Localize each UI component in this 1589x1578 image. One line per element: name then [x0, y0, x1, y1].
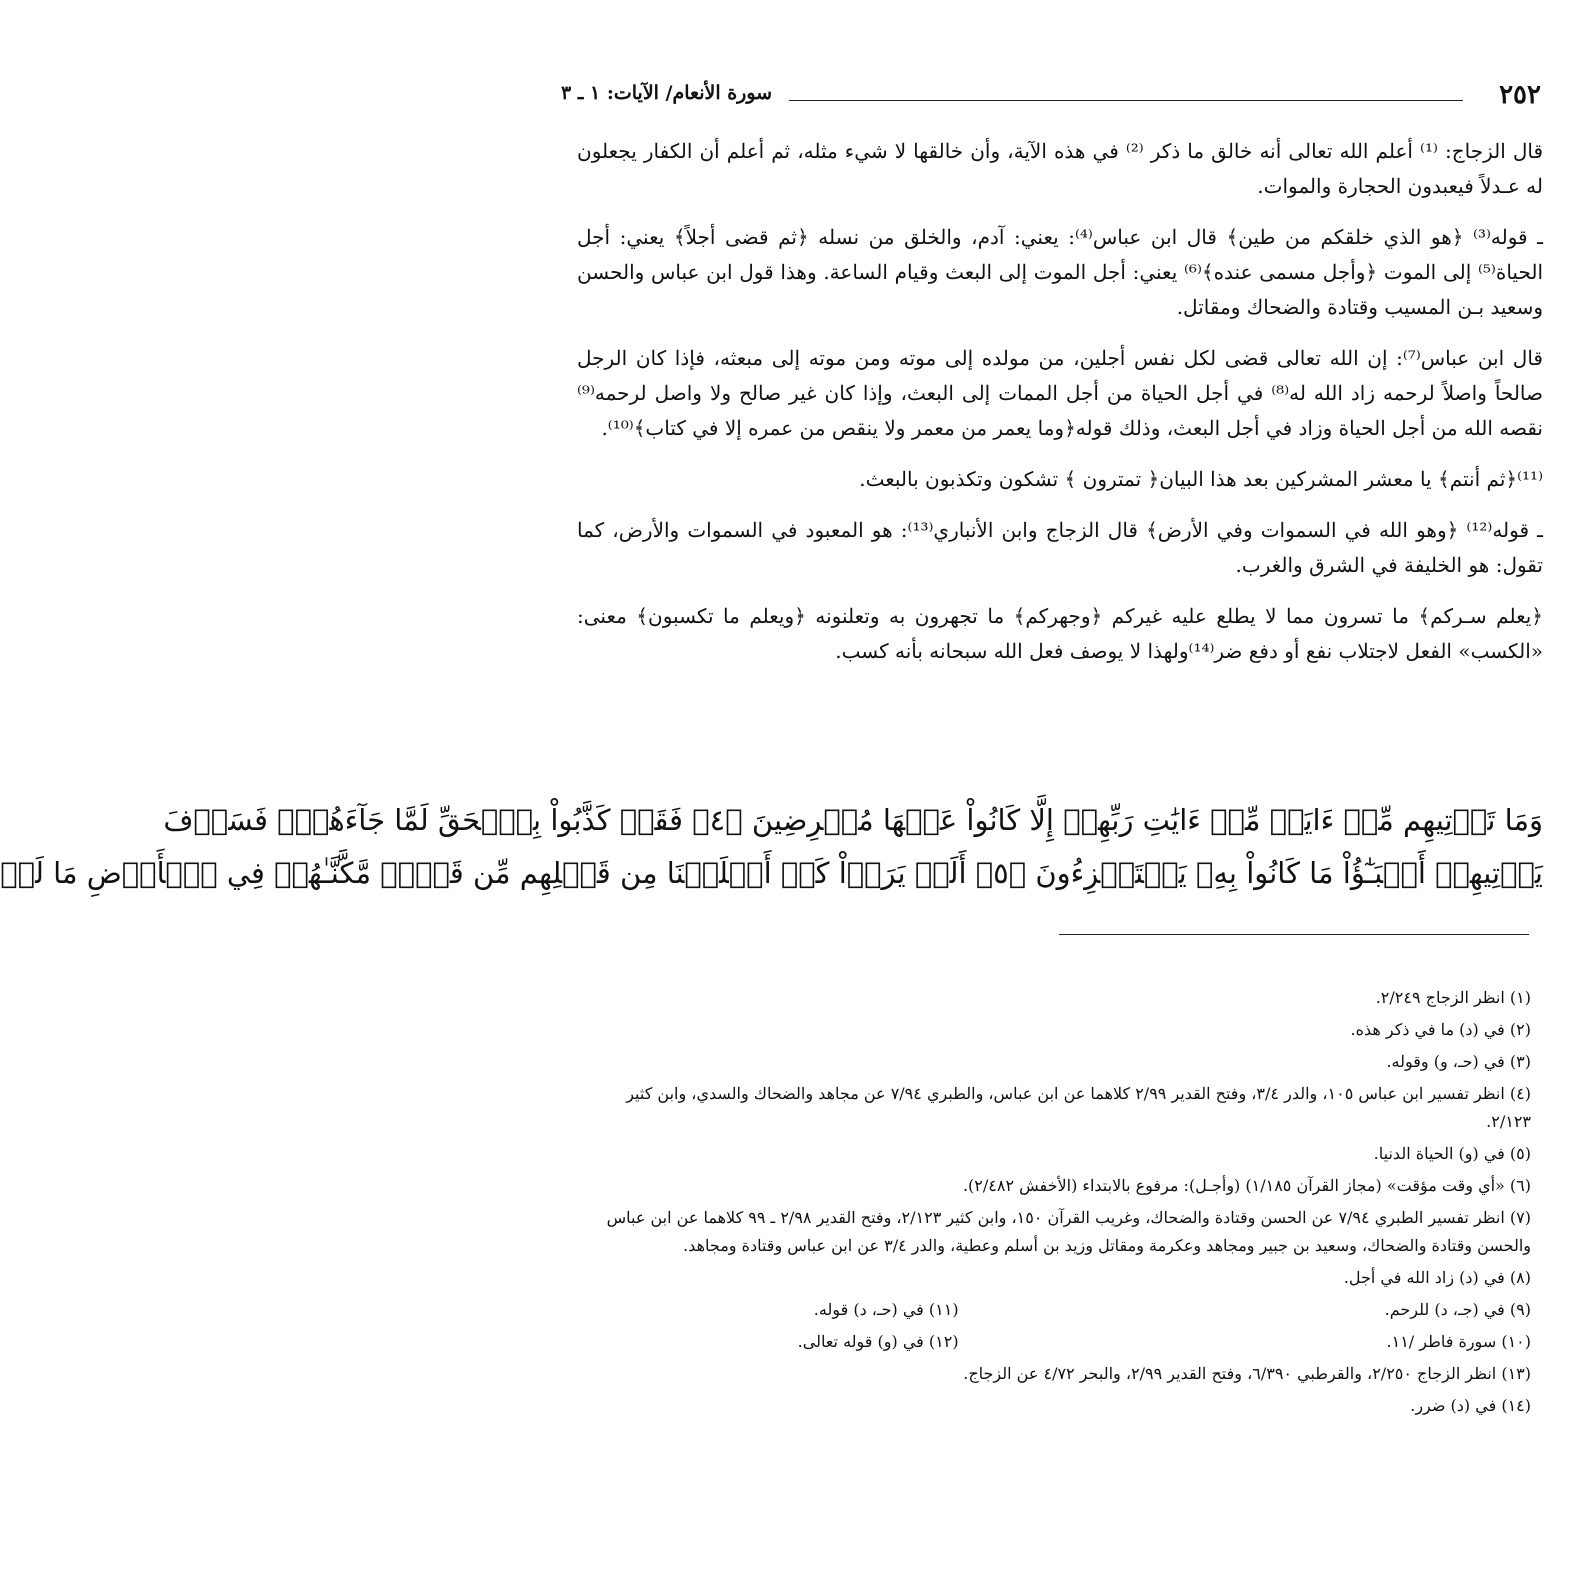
footnote: (٤) انظر تفسير ابن عباس ١٠٥، والدر ٣/٤، وفتح القدير ٢/٩٩ كلاهما عن ابن عباس، والطبري ٧/٩٤ عن مجاهد والضحاك والسدي، وابن كثير ٢/١٢٣.: [626, 1084, 1531, 1131]
footnote: (٨) في (د) زاد الله في أجل.: [1343, 1268, 1531, 1287]
quran-line: وَمَا تَأۡتِيهِم مِّنۡ ءَايَةٖ مِّنۡ ءَايَٰتِ رَبِّهِمۡ إِلَّا كَانُواْ عَنۡهَا مُعۡرِضِينَ ﴿٤﴾ فَقَدۡ كَذَّبُواْ بِٱلۡحَقِّ لَمَّا جَآءَهُمۡۖ فَسَوۡفَ: [163, 803, 1543, 837]
footnotes: [577, 984, 1531, 1424]
paragraph: ﴿يعلم سـركم﴾ ما تسرون مما لا يطلع عليه غيركم ﴿وجهركم﴾ ما تجهرون به وتعلنونه ﴿ويعلم ما تكسبون﴾ معنى: «الكسب» الفعل لاجتلاب نفع أو دفع ضر⁽¹⁴⁾ولهذا لا يوصف فعل الله سبحانه بأنه كسب.: [577, 604, 1544, 663]
main-text: [577, 134, 1543, 685]
footnote: (٦) «أي وقت مؤقت» (مجاز القرآن ١/١٨٥) (وأجـل): مرفوع بالابتداء (الأخفش ٢/٤٨٢).: [962, 1176, 1531, 1195]
paragraph: ⁽¹¹⁾﴿ثم أنتم﴾ يا معشر المشركين بعد هذا البيان﴿ تمترون ﴾ تشكون وتكذبون بالبعث.: [859, 467, 1543, 491]
running-title: سورة الأنعام/ الآيات: ١ ـ ٣: [561, 82, 773, 104]
footnote: (٢) في (د) ما في ذكر هذه.: [1350, 1020, 1531, 1039]
footnote: (٥) في (و) الحياة الدنيا.: [1373, 1144, 1531, 1163]
footnote: (١١) في (حـ، د) قوله.: [813, 1300, 959, 1319]
footnote: (١) انظر الزجاج ٢/٢٤٩.: [1375, 988, 1531, 1007]
quran-line: يَأۡتِيهِمۡ أَنۢبَـٰٓؤُاْ مَا كَانُواْ بِهِۦ يَسۡتَهۡزِءُونَ ﴿٥﴾ أَلَمۡ يَرَوۡاْ كَمۡ أَهۡلَكۡنَا مِن قَبۡلِهِم مِّن قَرۡنٖ مَّكَّنَّـٰهُمۡ فِي ٱلۡأَرۡضِ مَا لَمۡ: [0, 856, 1543, 890]
footnote-row: [577, 1296, 1531, 1328]
paragraph: قال الزجاج: ⁽¹⁾ أعلم الله تعالى أنه خالق ما ذكر ⁽²⁾ في هذه الآية، وأن خالقها لا شيء مثله، ثم أعلم أن الكفار يجعلون له عـدلاً فيعبدون الحجارة والموات.: [577, 139, 1543, 198]
page-number: ٢٥٢: [1499, 80, 1541, 110]
footnote: (٣) في (حـ، و) وقوله.: [1386, 1052, 1531, 1071]
footnote: (١٢) في (و) قوله تعالى.: [797, 1332, 959, 1351]
footnote-separator: [1059, 934, 1529, 935]
header-rule: [789, 100, 1463, 101]
footnote: (٧) انظر تفسير الطبري ٧/٩٤ عن الحسن وقتادة والضحاك، وغريب القرآن ١٥٠، وابن كثير ٢/١٢٣، وفتح القدير ٢/٩٨ ـ ٩٩ كلاهما عن ابن عباس والحسن وقتادة والضحاك، وسعيد بن جبير ومجاهد وعكرمة ومقاتل وزيد بن أسلم وعطية، والدر ٣/٤ عن ابن عباس وقتادة ومجاهد.: [606, 1208, 1531, 1255]
page-header: [561, 78, 1541, 112]
paragraph: ـ قوله⁽³⁾ ﴿هو الذي خلقكم من طين﴾ قال ابن عباس⁽⁴⁾: يعني: آدم، والخلق من نسله ﴿ثم قضى أجلاً﴾ يعني: أجل الحياة⁽⁵⁾ إلى الموت ﴿وأجل مسمى عنده﴾⁽⁶⁾ يعني: أجل الموت إلى البعث وقيام الساعة. وهذا قول ابن عباس والحسن وسعيد بـن المسيب وقتادة والضحاك ومقاتل.: [577, 225, 1544, 319]
paragraph: ـ قوله⁽¹²⁾ ﴿وهو الله في السموات وفي الأرض﴾ قال الزجاج وابن الأنباري⁽¹³⁾: هو المعبود في السموات والأرض، كما تقول: هو الخليفة في الشرق والغرب.: [577, 518, 1544, 577]
footnote: (١٠) سورة فاطر /١١.: [1386, 1332, 1531, 1351]
quran-verses: [0, 794, 1543, 900]
footnote: (٩) في (جـ، د) للرحم.: [1384, 1300, 1531, 1319]
footnote-row: [577, 1328, 1531, 1360]
footnote: (١٣) انظر الزجاج ٢/٢٥٠، والقرطبي ٦/٣٩٠، وفتح القدير ٢/٩٩، والبحر ٤/٧٢ عن الزجاج.: [963, 1364, 1531, 1383]
footnote: (١٤) في (د) ضرر.: [1410, 1396, 1531, 1415]
paragraph: قال ابن عباس⁽⁷⁾: إن الله تعالى قضى لكل نفس أجلين، من مولده إلى موته ومن موته إلى مبعثه، فإذا كان الرجل صالحاً واصلاً لرحمه زاد الله له⁽⁸⁾ في أجل الحياة من أجل الممات إلى البعث، وإذا كان غير صالح ولا واصل لرحمه⁽⁹⁾ نقصه الله من أجل الحياة وزاد في أجل البعث، وذلك قوله﴿وما يعمر من معمر ولا ينقص من عمره إلا في كتاب﴾⁽¹⁰⁾.: [577, 346, 1544, 440]
